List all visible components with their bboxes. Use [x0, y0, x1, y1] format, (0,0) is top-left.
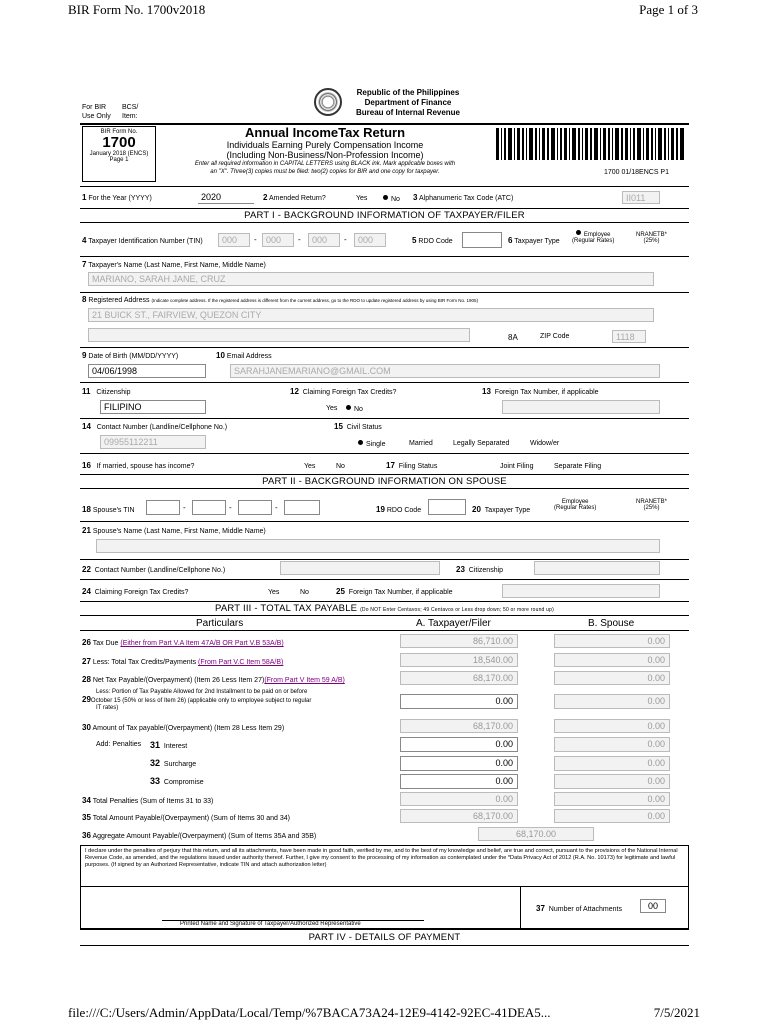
spouse-income-yes-radio[interactable]: Yes [304, 463, 316, 470]
spouse-name-field[interactable] [96, 539, 660, 553]
zip-code-field[interactable]: 1118 [612, 330, 646, 343]
item19-label: 19 RDO Code [376, 505, 422, 514]
spouse-tin-part2[interactable] [192, 500, 226, 515]
print-header-page: Page 1 of 3 [639, 2, 698, 17]
item20-label: 20 Taxpayer Type [472, 505, 531, 514]
print-footer-date: 7/5/2021 [653, 1005, 700, 1020]
bcs-item: BCS/ Item: [122, 104, 139, 120]
foreign-credit-yes-radio[interactable]: Yes [326, 405, 338, 412]
part3-heading: PART III - TOTAL TAX PAYABLE (Do NOT Enter Centavos; 49 Centavos or Less drop down; 50 or more round up) [215, 603, 554, 614]
spouse-tin-part1[interactable] [146, 500, 180, 515]
item24-label: 24 Claiming Foreign Tax Credits? [82, 587, 189, 596]
barcode-icon [496, 128, 686, 160]
item7-label: 7 Taxpayer's Name (Last Name, First Name, Middle Name) [82, 260, 266, 269]
item10-label: 10 Email Address [216, 351, 272, 360]
zip-code-label: ZIP Code [540, 333, 570, 340]
item4-label: 4 Taxpayer Identification Number (TIN) [82, 236, 203, 245]
form-number-box: BIR Form No. 1700 January 2018 (ENCS) Page 1 [82, 126, 156, 182]
item28-taxpayer-field[interactable]: 68,170.00 [400, 671, 518, 685]
tin-part1[interactable]: 000 [218, 233, 250, 247]
item2-label: 2 Amended Return? [263, 193, 326, 202]
part4-heading: PART IV - DETAILS OF PAYMENT [308, 932, 461, 943]
item26-label: 26 Tax Due (Either from Part V.A Item 47A/B OR Part V.B 53A/B) [82, 638, 284, 647]
item35-spouse-field[interactable]: 0.00 [554, 809, 670, 823]
item31-spouse-field[interactable]: 0.00 [554, 737, 670, 752]
item34-label: 34 Total Penalties (Sum of Items 31 to 33) [82, 796, 214, 805]
part2-heading: PART II - BACKGROUND INFORMATION ON SPOUSE [262, 476, 507, 487]
citizenship-field[interactable]: FILIPINO [100, 400, 206, 414]
add-penalties-label: Add: Penalties [96, 741, 142, 748]
spouse-foreign-no-radio[interactable]: No [300, 589, 309, 596]
spouse-citizenship-field[interactable] [534, 561, 660, 575]
item25-label: 25 Foreign Tax Number, if applicable [336, 587, 453, 596]
declaration-text: I declare under the penalties of perjury that this return, and all its attachments, have been made in good faith, verified by me, and to the best of my knowledge and belief, are true and correct, pursuant to the provisions of the National Internal Revenue Code, as amended, and the regulations issued under authority thereof. Further, I give my consent to the processing of my information as contemplated under the *Data Privacy Act of 2012 (R.A. No. 10173) for legitimate and lawful purposes. (If signed by an Authorized Representative, indicate TIN and attach authorization letter) [80, 845, 689, 887]
spouse-rdo-field[interactable] [428, 499, 466, 515]
item27-taxpayer-field[interactable]: 18,540.00 [400, 653, 518, 667]
spouse-tin-part4[interactable] [284, 500, 320, 515]
spouse-tin-part3[interactable] [238, 500, 272, 515]
foreign-credit-no-radio[interactable]: No [346, 405, 363, 413]
item33-spouse-field[interactable]: 0.00 [554, 774, 670, 789]
item37-label: 37 Number of Attachments [536, 904, 622, 913]
taxpayer-name-field[interactable]: MARIANO, SARAH JANE, CRUZ [88, 272, 654, 286]
item36-aggregate-field[interactable]: 68,170.00 [478, 827, 594, 841]
spouse-column-header: B. Spouse [588, 618, 635, 629]
item21-label: 21 Spouse's Name (Last Name, First Name, Middle Name) [82, 526, 266, 535]
year-field[interactable]: 2020 [198, 191, 254, 204]
item33-taxpayer-field[interactable]: 0.00 [400, 774, 518, 789]
filing-separate-radio[interactable]: Separate Filing [554, 463, 602, 470]
item27-spouse-field[interactable]: 0.00 [554, 653, 670, 667]
tin-part2[interactable]: 000 [262, 233, 294, 247]
atc-field[interactable]: II011 [622, 191, 660, 204]
foreign-tax-number-field[interactable] [502, 400, 660, 414]
item13-label: 13 Foreign Tax Number, if applicable [482, 387, 599, 396]
item30-spouse-field[interactable]: 0.00 [554, 719, 670, 733]
spouse-type-nranetb-radio[interactable]: NRANETB* (25%) [636, 499, 668, 511]
spouse-foreign-yes-radio[interactable]: Yes [268, 589, 280, 596]
contact-number-field[interactable]: 09955112211 [100, 435, 206, 449]
item8a-label: 8A [508, 333, 518, 342]
item35-label: 35 Total Amount Payable/(Overpayment) (Sum of Items 30 and 34) [82, 813, 290, 822]
item32-label: 32 Surcharge [150, 758, 197, 768]
civil-status-single-radio[interactable]: Single [358, 440, 385, 448]
item31-taxpayer-field[interactable]: 0.00 [400, 737, 518, 752]
item31-label: 31 Interest [150, 740, 188, 750]
taxpayer-type-nranetb-radio[interactable]: NRANETB* (25%) [636, 232, 668, 244]
item5-label: 5 RDO Code [412, 236, 453, 245]
birth-date-field[interactable]: 04/06/1998 [88, 364, 206, 378]
item9-label: 9 Date of Birth (MM/DD/YYYY) [82, 351, 179, 360]
item14-label: 14 Contact Number (Landline/Cellphone No.) [82, 422, 228, 431]
item29-taxpayer-field[interactable]: 0.00 [400, 694, 518, 709]
item18-label: 18 Spouse's TIN [82, 505, 135, 514]
spouse-type-employee-radio[interactable]: Employee (Regular Rates) [554, 499, 597, 511]
particulars-header: Particulars [196, 618, 244, 629]
email-field[interactable]: SARAHJANEMARIANO@GMAIL.COM [230, 364, 660, 378]
item23-label: 23 Citizenship [456, 565, 504, 574]
item30-taxpayer-field[interactable]: 68,170.00 [400, 719, 518, 733]
tin-part4[interactable]: 000 [354, 233, 386, 247]
spouse-contact-field[interactable] [280, 561, 440, 575]
item11-label: 11 Citizenship [82, 387, 131, 396]
item15-label: 15 Civil Status [334, 422, 382, 431]
item17-label: 17 Filing Status [386, 461, 438, 470]
item22-label: 22 Contact Number (Landline/Cellphone No.) [82, 565, 226, 574]
civil-status-separated-radio[interactable]: Legally Separated [453, 440, 510, 447]
item28-label: 28 Net Tax Payable/(Overpayment) (Item 26 Less Item 27)(From Part V Item 59 A/B) [82, 675, 345, 684]
item29-label: Less: Portion of Tax Payable Allowed for 2nd Installment to be paid on or before 29October 15 (50% or less of Item 26) (applicable only to employee subject to regular IT rates) [82, 689, 312, 711]
item28-spouse-field[interactable]: 0.00 [554, 671, 670, 685]
item32-spouse-field[interactable]: 0.00 [554, 756, 670, 771]
attachments-field[interactable]: 00 [640, 899, 666, 913]
item12-label: 12 Claiming Foreign Tax Credits? [290, 387, 397, 396]
signature-label: Printed Name and Signature of Taxpayer/Authorized Representative [180, 921, 361, 927]
filing-joint-radio[interactable]: Joint Filing [500, 463, 534, 470]
item33-label: 33 Compromise [150, 776, 204, 786]
taxpayer-column-header: A. Taxpayer/Filer [416, 618, 491, 629]
item26-link[interactable]: (Either from Part V.A Item 47A/B OR Part V.B 53A/B) [120, 640, 284, 647]
item30-label: 30 Amount of Tax payable/(Overpayment) (Item 28 Less Item 29) [82, 723, 285, 732]
agency-header: Republic of the Philippines Department of Finance Bureau of Internal Revenue [355, 88, 461, 117]
item27-link[interactable]: (From Part V.C Item 58A/B) [198, 659, 284, 666]
spouse-income-no-radio[interactable]: No [336, 463, 345, 470]
item28-link[interactable]: (From Part V Item 59 A/B) [264, 677, 345, 684]
civil-status-married-radio[interactable]: Married [409, 440, 433, 447]
item35-taxpayer-field[interactable]: 68,170.00 [400, 809, 518, 823]
taxpayer-type-employee-radio[interactable]: Employee (Regular Rates) [572, 232, 615, 244]
print-footer-path: file:///C:/Users/Admin/AppData/Local/Temp/%7BACA73A24-12E9-4142-92EC-41DEA5... [68, 1005, 551, 1020]
print-header-title: BIR Form No. 1700v2018 [68, 2, 206, 17]
registered-address-line2[interactable] [88, 328, 470, 342]
amended-no-radio[interactable]: No [383, 195, 400, 203]
for-bir-use-only: For BIR Use Only [82, 104, 111, 120]
item1-label: 1 For the Year (YYYY) [82, 193, 152, 202]
item34-spouse-field[interactable]: 0.00 [554, 792, 670, 806]
item26-spouse-field[interactable]: 0.00 [554, 634, 670, 648]
item32-taxpayer-field[interactable]: 0.00 [400, 756, 518, 771]
registered-address-field[interactable]: 21 BUICK ST., FAIRVIEW, QUEZON CITY [88, 308, 654, 322]
spouse-foreign-tax-field[interactable] [502, 584, 660, 598]
form-title-block: Annual IncomeTax Return Individuals Earning Purely Compensation Income (Including Non-Business/Non-Profession Income) Enter all required information in CAPITAL LETTERS using BLACK ink. Mark applicable boxes with an "X". Three(3) copies must be filed: two(2) copies for BIR and one copy for taxpayer. [194, 125, 456, 175]
item3-label: 3 Alphanumeric Tax Code (ATC) [413, 193, 514, 202]
item16-label: 16 If married, spouse has income? [82, 461, 195, 470]
item6-label: 6 Taxpayer Type [508, 236, 560, 245]
item29-spouse-field[interactable]: 0.00 [554, 694, 670, 709]
item36-label: 36 Aggregate Amount Payable/(Overpayment) (Sum of Items 35A and 35B) [82, 831, 317, 840]
item26-taxpayer-field[interactable]: 86,710.00 [400, 634, 518, 648]
item34-taxpayer-field[interactable]: 0.00 [400, 792, 518, 806]
civil-status-widow-radio[interactable]: Widow/er [530, 440, 560, 447]
item8-label: 8 Registered Address (Indicate complete address. If the registered address is different from the current address, go to the RDO to update registered address by using BIR Form No. 1905) [82, 295, 479, 304]
tin-part3[interactable]: 000 [308, 233, 340, 247]
part1-heading: PART I - BACKGROUND INFORMATION OF TAXPAYER/FILER [244, 210, 525, 221]
barcode-code: 1700 01/18ENCS P1 [604, 169, 669, 176]
bir-seal-icon [314, 88, 342, 116]
amended-yes-radio[interactable]: Yes [356, 195, 368, 202]
rdo-code-field[interactable] [462, 232, 502, 248]
item27-label: 27 Less: Total Tax Credits/Payments (From Part V.C Item 58A/B) [82, 657, 284, 666]
